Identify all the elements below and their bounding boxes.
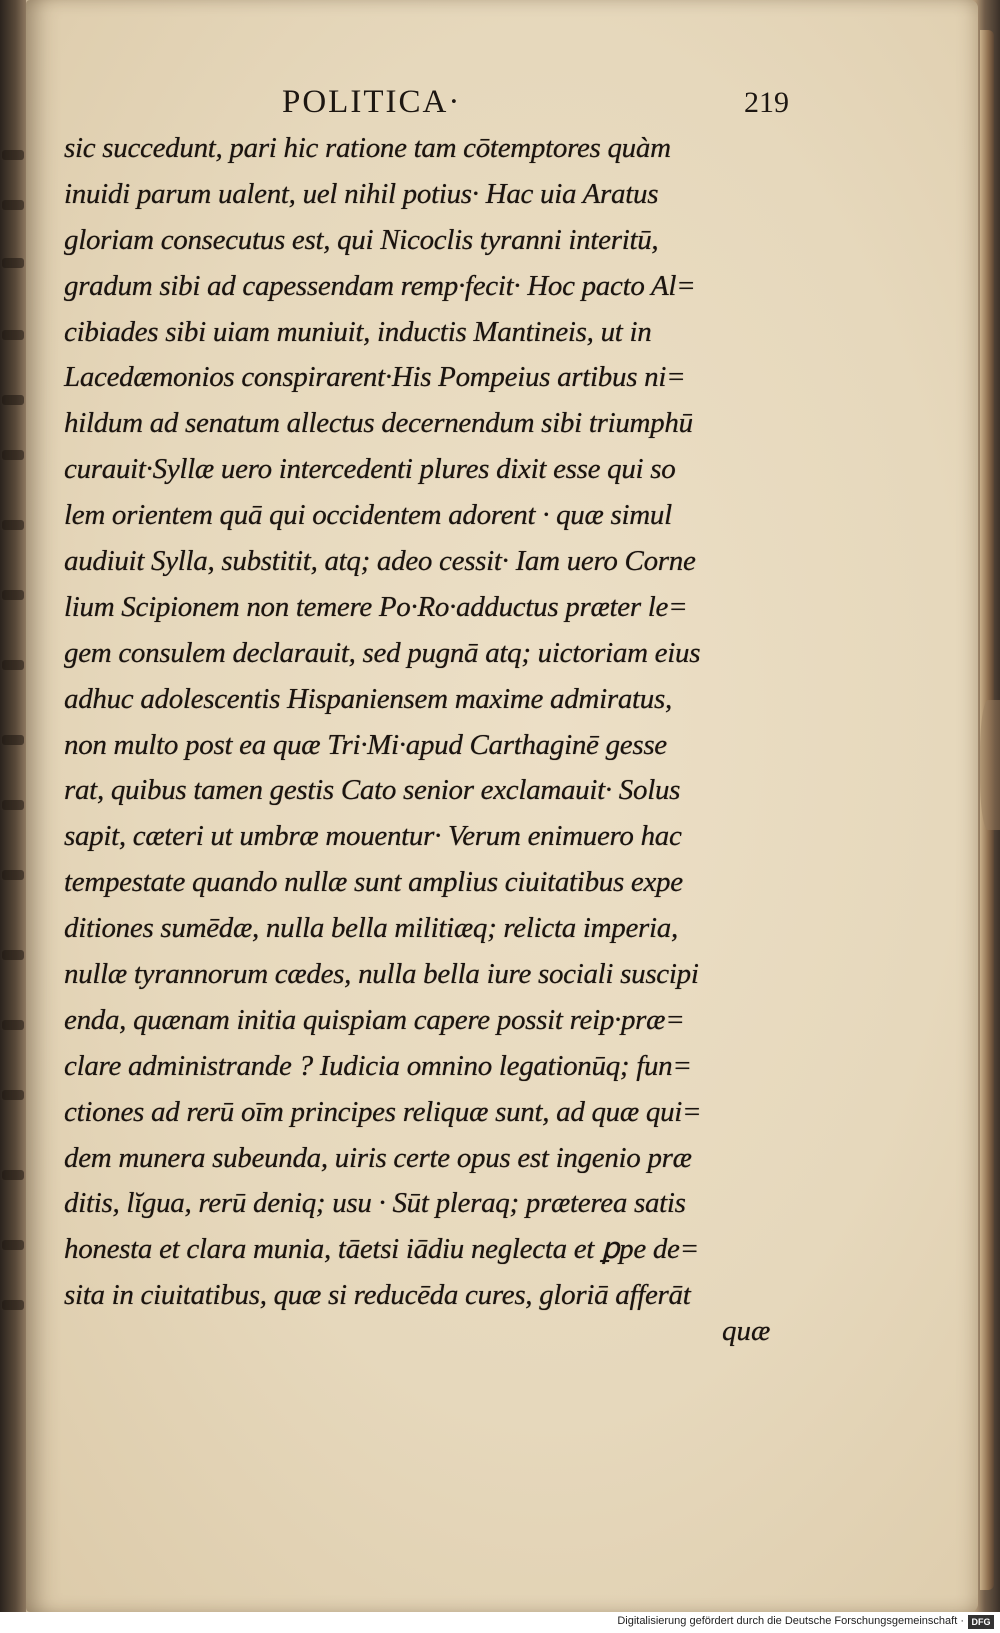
text-line: inuidi parum ualent, uel nihil potius· Hac uia Aratus [64, 177, 659, 210]
text-line: lem orientem quā qui occidentem adorent · quæ simul [64, 499, 672, 532]
footer-bar [0, 1612, 1000, 1633]
text-line: honesta et clara munia, tāetsi iādiu neglecta et ꝑpe de= [64, 1233, 699, 1266]
text-line: ctiones ad rerū oīm principes reliquæ sunt, ad quæ qui= [64, 1095, 702, 1128]
text-line: ditis, lĭgua, rerū deniq; usu · Sūt pleraq; præterea satis [64, 1187, 686, 1220]
text-line: gradum sibi ad capessendam remp·fecit· Hoc pacto Al= [64, 269, 696, 302]
text-line: ditiones sumēdæ, nulla bella militiæq; relicta imperia, [64, 912, 678, 945]
text-line: dem munera subeunda, uiris certe opus est ingenio præ [64, 1141, 692, 1174]
text-line: rat, quibus tamen gestis Cato senior exclamauit· Solus [64, 774, 681, 807]
page-number: 219 [744, 86, 789, 119]
text-line: sita in ciuitatibus, quæ si reducēda cures, gloriā afferāt [64, 1279, 691, 1312]
text-line: Lacedæmonios conspirarent·His Pompeius artibus ni= [64, 361, 686, 394]
catchword: quæ [722, 1315, 771, 1347]
text-line: sapit, cæteri ut umbræ mouentur· Verum enimuero hac [64, 820, 682, 853]
text-line: enda, quænam initia quispiam capere possit reip·præ= [64, 1003, 685, 1036]
text-line: curauit·Syllæ uero intercedenti plures dixit esse qui so [64, 453, 676, 486]
text-line: tempestate quando nullæ sunt amplius ciuitatibus expe [64, 866, 683, 899]
dfg-logo-icon: DFG [968, 1615, 994, 1629]
text-line: adhuc adolescentis Hispaniensem maxime admiratus, [64, 682, 672, 715]
text-line: sic succedunt, pari hic ratione tam cōtemptores quàm [64, 132, 671, 164]
text-line: lium Scipionem non temere Po·Ro·adductus præter le= [64, 590, 688, 623]
text-line: gloriam consecutus est, qui Nicoclis tyranni interitū, [64, 223, 659, 256]
text-line: audiuit Sylla, substitit, atq; adeo cessit· Iam uero Corne [64, 545, 696, 578]
text-line: non multo post ea quæ Tri·Mi·apud Carthaginē gesse [64, 728, 667, 761]
clasp-shadow [980, 700, 1000, 830]
text-line: hildum ad senatum allectus decernendum sibi triumphū [64, 407, 693, 440]
text-line: clare administrande ? Iudicia omnino legationūq; fun= [64, 1049, 692, 1082]
digitization-credit: Digitalisierung gefördert durch die Deutsche Forschungsgemeinschaft · [617, 1615, 964, 1627]
facing-page-edge [0, 0, 26, 1612]
text-line: cibiades sibi uiam muniuit, inductis Mantineis, ut in [64, 315, 652, 348]
body-text [64, 126, 824, 1319]
running-title: POLITICA· [282, 84, 462, 120]
page-header [0, 84, 1000, 128]
text-line: nullæ tyrannorum cædes, nulla bella iure sociali suscipi [64, 958, 699, 991]
text-line: gem consulem declarauit, sed pugnā atq; uictoriam eius [64, 636, 701, 669]
